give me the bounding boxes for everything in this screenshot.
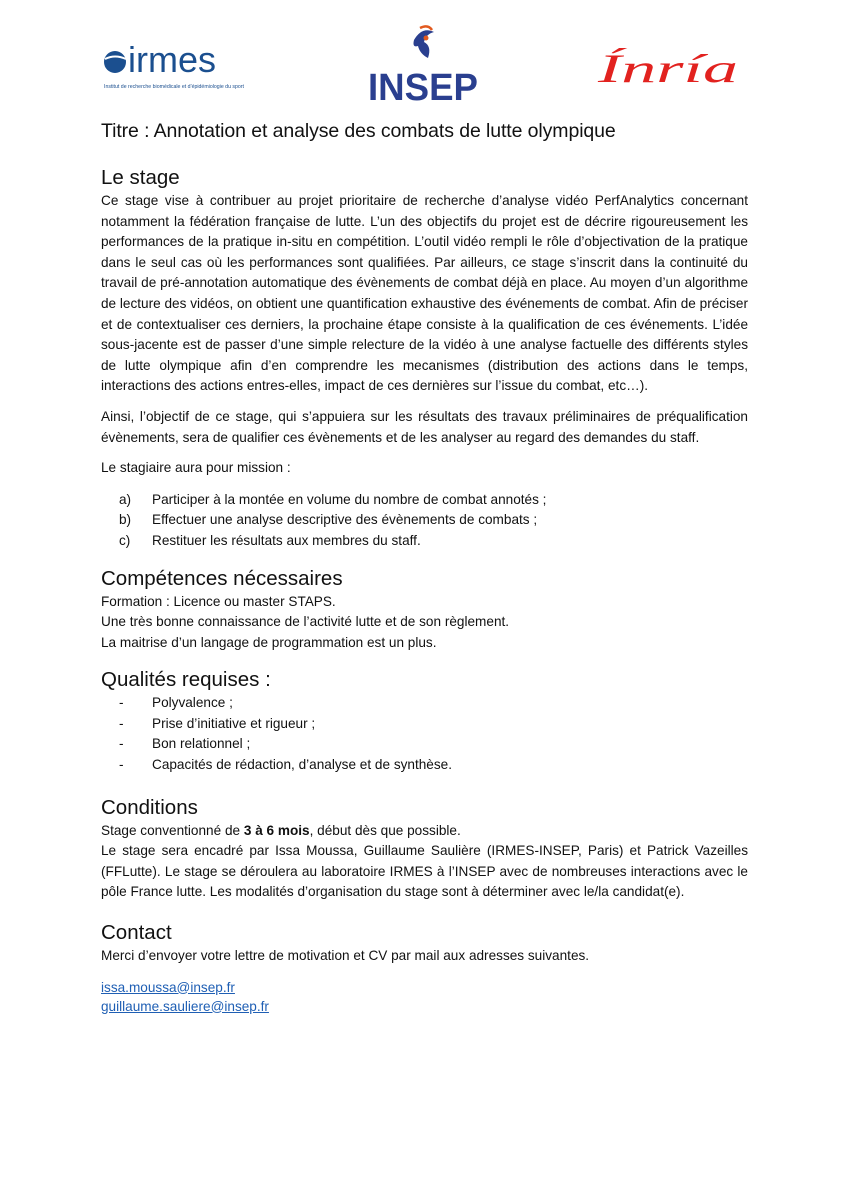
- list-marker: -: [119, 757, 124, 773]
- document-body: [101, 118, 748, 1016]
- list-item: [101, 714, 748, 735]
- irmes-logo: [102, 40, 250, 94]
- irmes-logo-tagline: Institut de recherche biomédicale et d'épidémiologie du sport: [104, 84, 245, 90]
- list-marker: -: [119, 695, 124, 711]
- list-item: [101, 510, 748, 531]
- email-link-guillaume[interactable]: guillaume.sauliere@insep.fr: [101, 998, 269, 1014]
- list-item: [101, 531, 748, 552]
- list-item-text: Prise d’initiative et rigueur ;: [152, 715, 316, 731]
- list-item-text: Capacités de rédaction, d’analyse et de synthèse.: [152, 757, 453, 773]
- list-marker: a): [119, 491, 132, 507]
- list-marker: b): [119, 512, 132, 528]
- competence-line: Formation : Licence ou master STAPS.: [101, 593, 336, 609]
- section-heading-competences: Compétences nécessaires: [101, 566, 343, 590]
- conditions-duration-suffix: , début dès que possible.: [309, 822, 461, 838]
- list-item: [101, 693, 748, 714]
- section-heading-contact: Contact: [101, 921, 172, 945]
- list-item: [101, 755, 748, 776]
- list-item-text: Effectuer une analyse descriptive des évènements de combats ;: [152, 512, 538, 528]
- competence-line: Une très bonne connaissance de l’activité lutte et de son règlement.: [101, 614, 510, 630]
- contact-text: Merci d’envoyer votre lettre de motivation et CV par mail aux adresses suivantes.: [101, 948, 590, 964]
- header-logos: [0, 0, 848, 110]
- conditions-paragraph: Le stage sera encadré par Issa Moussa, Guillaume Saulière (IRMES-INSEP, Paris) et Patrick Vazeilles (FFLutte). Le stage se déroulera au laboratoire IRMES à l’INSEP avec de nombreuses interactions avec le pôle France lutte. Les modalités d’organisation du stage sont à déterminer avec le/la candidat(e).: [101, 843, 748, 900]
- section-heading-qualites: Qualités requises :: [101, 668, 271, 692]
- email-link-issa[interactable]: issa.moussa@insep.fr: [101, 979, 235, 995]
- list-marker: c): [119, 532, 131, 548]
- list-item-text: Restituer les résultats aux membres du staff.: [152, 532, 421, 548]
- list-marker: -: [119, 715, 124, 731]
- insep-logo-name: INSEP: [368, 67, 478, 106]
- list-item-text: Bon relationnel ;: [152, 736, 251, 752]
- competence-line: La maitrise d’un langage de programmation est un plus.: [101, 634, 437, 650]
- conditions-duration-value: 3 à 6 mois: [243, 822, 310, 838]
- mission-intro: Le stagiaire aura pour mission :: [101, 460, 291, 476]
- insep-logo: [362, 24, 484, 106]
- conditions-duration-prefix: Stage conventionné de: [101, 822, 244, 838]
- page-title: Titre : Annotation et analyse des combats de lutte olympique: [101, 120, 616, 142]
- section-heading-conditions: Conditions: [101, 795, 198, 819]
- conditions-duration: [101, 821, 748, 842]
- list-item: [101, 734, 748, 755]
- irmes-logo-name: irmes: [128, 40, 216, 80]
- section-heading-stage: Le stage: [101, 166, 180, 189]
- stage-paragraph-1: Ce stage vise à contribuer au projet prioritaire de recherche d’analyse vidéo PerfAnalytics concernant notamment la fédération française de lutte. L’un des objectifs du projet est de décrire rigoureusement les performances de la pratique in-situ en compétition. L’outil vidéo rempli le rôle d’objectivation de la pratique dans le seul cas où les performances sont qualifiées. Par ailleurs, ce stage s’inscrit dans la continuité du travail de pré-annotation automatique des évènements de combat déjà en place. Au moyen d’un algorithme de lecture des vidéos, on obtient une quantification exhaustive des événements de combat. Afin de préciser et de contextualiser ces derniers, la prochaine étape consiste à la qualification de ces événements. L’idée sous-jacente est de passer d’une simple relecture de la vidéo à une analyse factuelle des différents styles de lutte olympique afin d’en comprendre les mecanismes (distribution des actions dans le temps, interactions des actions entres-elles, impact de ces dernières sur l’issue du combat, etc…).: [101, 193, 748, 394]
- qualites-list: [101, 693, 748, 775]
- inria-logo: [594, 48, 742, 92]
- list-item: [101, 490, 748, 511]
- list-item-text: Polyvalence ;: [152, 695, 233, 711]
- list-item-text: Participer à la montée en volume du nombre de combat annotés ;: [152, 491, 547, 507]
- stage-paragraph-2: Ainsi, l’objectif de ce stage, qui s’appuiera sur les résultats des travaux préliminaires de préqualification évènements, sera de qualifier ces évènements et de les analyser au regard des demandes du staff.: [101, 408, 748, 445]
- mission-list: [101, 490, 748, 552]
- inria-logo-name: Ínría: [596, 48, 738, 91]
- list-marker: -: [119, 736, 124, 752]
